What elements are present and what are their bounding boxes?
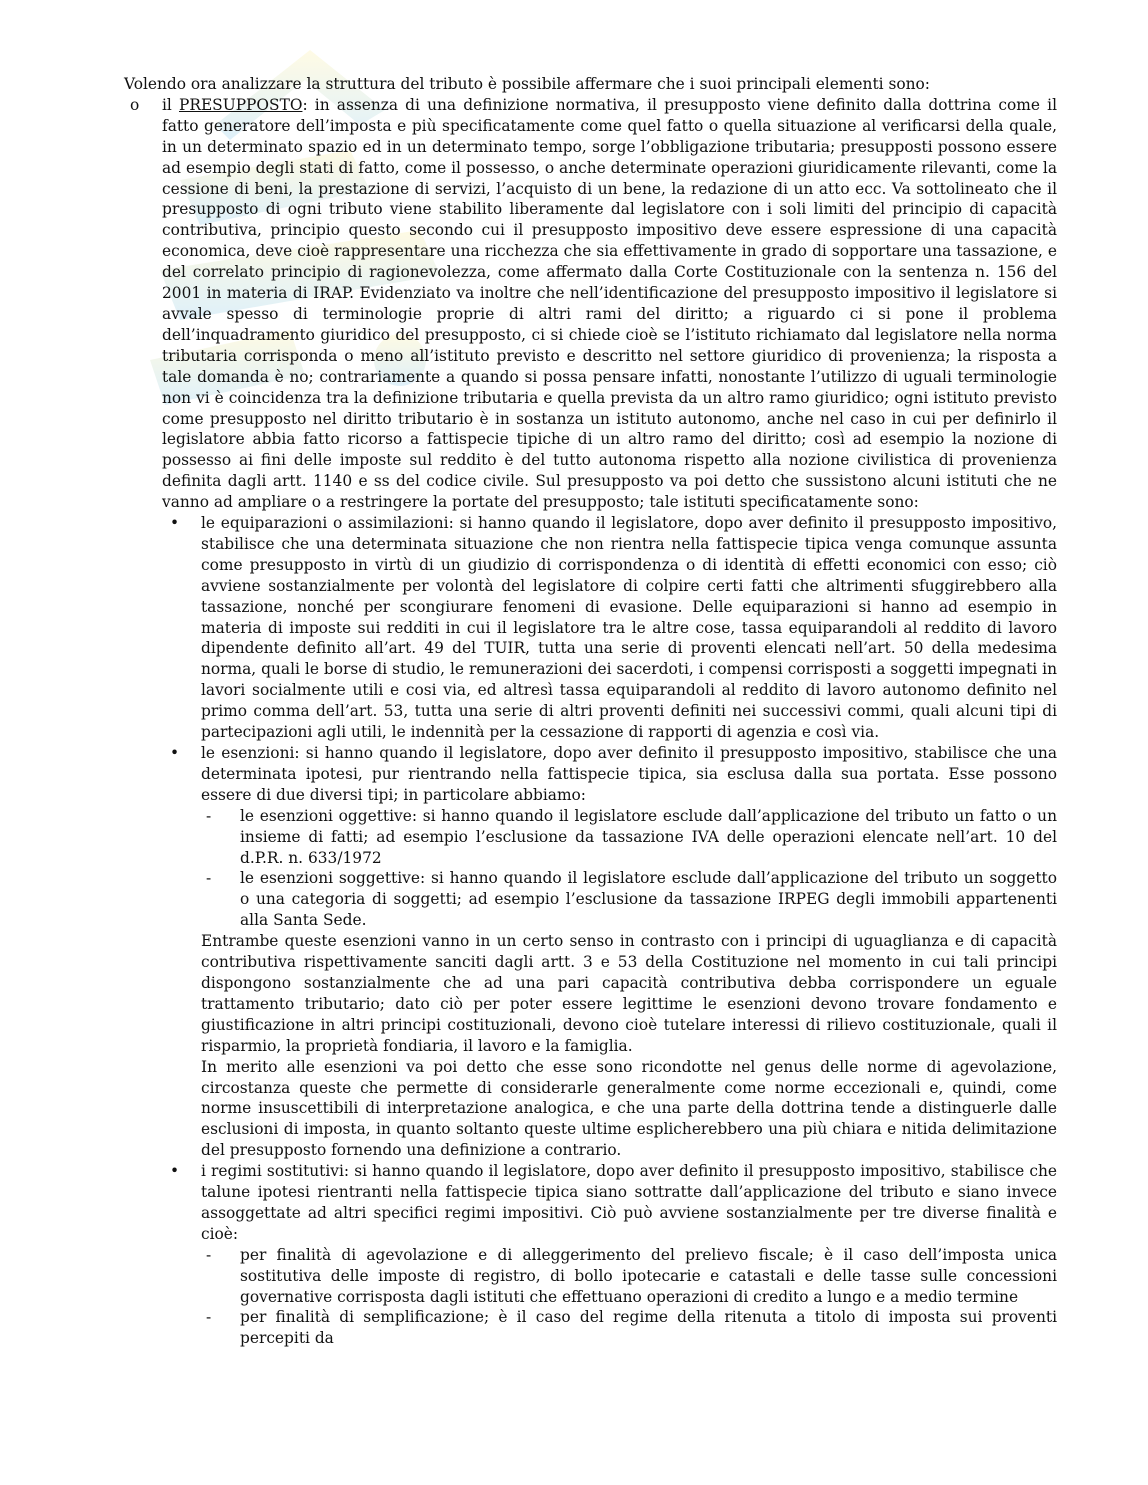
intro-paragraph: Volendo ora analizzare la struttura del tributo è possibile affermare che i suoi principali elementi sono: xyxy=(124,75,930,93)
list-marker-circle: o xyxy=(130,95,140,114)
list-item-equiparazioni xyxy=(124,513,1057,743)
esenzioni-text: le esenzioni: si hanno quando il legislatore, dopo aver definito il presupposto impositivo, stabilisce che una determinata ipotesi, pur rientrando nella fattispecie tipica, sia esclusa dalla sua portata. Esse possono essere di due diversi tipi; in particolare abbiamo: xyxy=(201,744,1057,804)
page-content-area xyxy=(124,95,1057,1348)
presupposto-text: : in assenza di una definizione normativa, il presupposto viene definito dalla dottrina come il fatto generatore dell’imposta e più specificatamente come quel fatto o quella situazione al verificarsi della quale, in un determinato spazio ed in un determinato tempo, sorge l’obbligazione tributaria; presupposti possono essere ad esempio degli stati di fatto, come il possesso, o anche determinate operazioni giuridicamente rilevanti, come la cessione di beni, la prestazione di servizi, l’acquisto di un bene, la redazione di un atto ecc. Va sottolineato che il presupposto di ogni tributo viene stabilito liberamente dal legislatore con i soli limiti del principio di capacità contributiva, principio questo secondo cui il presupposto impositivo deve essere espressione di una capacità economica, deve cioè rappresentare una ricchezza che sia effettivamente in grado di sopportare una tassazione, e del correlato principio di ragionevolezza, come affermato dalla Corte Costituzionale con la sentenza n. 156 del 2001 in materia di IRAP. Evidenziato va inoltre che nell’identificazione del presupposto impositivo il legislatore si avvale spesso di terminologie proprie di altri rami del diritto; a riguardo ci si pone il problema dell’inquadramento giuridico del presupposto, ci si chiede cioè se l’istituto richiamato dal legislatore nella norma tributaria corrisponda o meno all’istituto previsto e descritto nel settore giuridico di provenienza; la risposta a tale domanda è no; contrariamente a quando si possa pensare infatti, nonostante l’utilizzo di uguali terminologie non vi è coincidenza tra la definizione tributaria e quella prevista da un altro ramo giuridico; ogni istituto previsto come presupposto nel diritto tributario è in sostanza un istituto autonomo, anche nel caso in cui per definirlo il legislatore abbia fatto ricorso a fattispecie tipiche di un altro ramo del diritto; così ad esempio la nozione di possesso ai fini delle imposte sul reddito è del tutto autonoma rispetto alla nozione civilistica di provenienza definita dagli artt. 1140 e ss del codice civile. Sul presupposto va poi detto che sussistono alcuni istituti che ne vanno ad ampliare o a restringere la portate del presupposto; tale istituti specificatamente sono: xyxy=(162,95,1057,512)
presupposto-lead: il xyxy=(162,95,179,114)
equiparazioni-text: le equiparazioni o assimilazioni: si hanno quando il legislatore, dopo aver definito il presupposto impositivo, stabilisce che una determinata situazione che non rientra nella fattispecie tipica venga comunque assunta come presupposto in virtù di un giudizio di corrispondenza o di identità di effetti economici con esso; ciò avviene sostanzialmente per volontà del legislatore di colpire certi fatti che altrimenti sfuggirebbero alla tassazione, nonché per scongiurare fenomeni di evasione. Delle equiparazioni si hanno ad esempio in materia di imposte sui redditi in cui il legislatore tra le altre cose, tassa equiparandoli al reddito di lavoro dipendente definito all’art. 49 del TUIR, tutta una serie di proventi elencati nell’art. 50 della medesima norma, quali le borse di studio, le remunerazioni dei sacerdoti, i compensi corrisposti a soggetti impegnati in lavori socialmente utili e cosi via, ed altresì tassa equiparandoli al reddito di lavoro autonomo definito nel primo comma dell’art. 53, tutta una serie di altri proventi definiti nei successivi commi, quali alcuni tipi di partecipazioni agli utili, le indennità per la cessazione di rapporti di agenzia e così via. xyxy=(201,514,1057,742)
sub-item-regimi-semplificazione xyxy=(124,1307,1057,1349)
list-item-regimi xyxy=(124,1161,1057,1245)
bullet-marker: • xyxy=(170,1162,180,1181)
sub-item-esenzioni-soggettive xyxy=(124,868,1057,931)
dash-marker: - xyxy=(206,1308,212,1327)
regimi-semplificazione-text: per finalità di semplificazione; è il caso del regime della ritenuta a titolo di imposta sui proventi percepiti da xyxy=(240,1308,1057,1348)
esenzioni-contrasto-paragraph: Entrambe queste esenzioni vanno in un certo senso in contrasto con i principi di uguaglianza e di capacità contributiva rispettivamente sanciti dagli artt. 3 e 53 della Costituzione nel momento in cui tali principi dispongono sostanzialmente che ad una pari capacità contributiva debba corrispondere un eguale trattamento tributario; dato ciò per poter essere legittime le esenzioni devono trovare fondamento e giustificazione in altri principi costituzionali, devono cioè tutelare interessi di rilievo costituzionale, quali il risparmio, la proprietà fondiaria, il lavoro e la famiglia. xyxy=(201,932,1057,1055)
esenzioni-merito-paragraph: In merito alle esenzioni va poi detto che esse sono ricondotte nel genus delle norme di agevolazione, circostanza queste che permette di considerarle generalmente come norme eccezionali e, quindi, come norme insuscettibili di interpretazione analogica, e che una parte della dottrina tende a distinguerle dalle esclusioni di imposta, in quanto soltanto queste ultime esplicherebbero una più chiara e nitida delimitazione del presupposto fornendo una definizione a contrario. xyxy=(201,1057,1057,1160)
sub-item-esenzioni-oggettive xyxy=(124,806,1057,869)
dash-marker: - xyxy=(206,1245,212,1264)
list-item-esenzioni xyxy=(124,743,1057,806)
bullet-marker: • xyxy=(170,744,180,762)
bullet-marker: • xyxy=(170,514,180,533)
sub-item-regimi-agevolazione xyxy=(124,1245,1057,1308)
regimi-text: i regimi sostitutivi: si hanno quando il legislatore, dopo aver definito il presupposto impositivo, stabilisce che talune ipotesi rientranti nella fattispecie tipica siano sottratte dall’applicazione del tributo e siano invece assoggettate ad altri specifici regimi impositivi. Ciò può avviene sostanzialmente per tre diverse finalità e cioè: xyxy=(201,1162,1057,1243)
esenzioni-oggettive-text: le esenzioni oggettive: si hanno quando il legislatore esclude dall’applicazione del tributo un fatto o un insieme di fatti; ad esempio l’esclusione da tassazione IVA delle operazioni elencate nell’art. 10 del d.P.R. n. 633/1972 xyxy=(240,806,1057,867)
document-body xyxy=(124,74,1057,1348)
presupposto-term: PRESUPPOSTO xyxy=(179,95,303,114)
regimi-agevolazione-text: per finalità di agevolazione e di alleggerimento del prelievo fiscale; è il caso dell’imposta unica sostitutiva delle imposte di registro, di bollo ipotecarie e catastali e delle tasse sulle concessioni governative corrisposta dagli istituti che effettuano operazioni di credito a lungo e a medio termine xyxy=(240,1245,1057,1306)
list-item-presupposto xyxy=(124,95,1057,513)
dash-marker: - xyxy=(206,806,212,825)
esenzioni-soggettive-text: le esenzioni soggettive: si hanno quando il legislatore esclude dall’applicazione del tributo un soggetto o una categoria di soggetti; ad esempio l’esclusione da tassazione IRPEG degli immobili appartenenti alla Santa Sede. xyxy=(240,869,1057,930)
dash-marker: - xyxy=(206,869,212,888)
